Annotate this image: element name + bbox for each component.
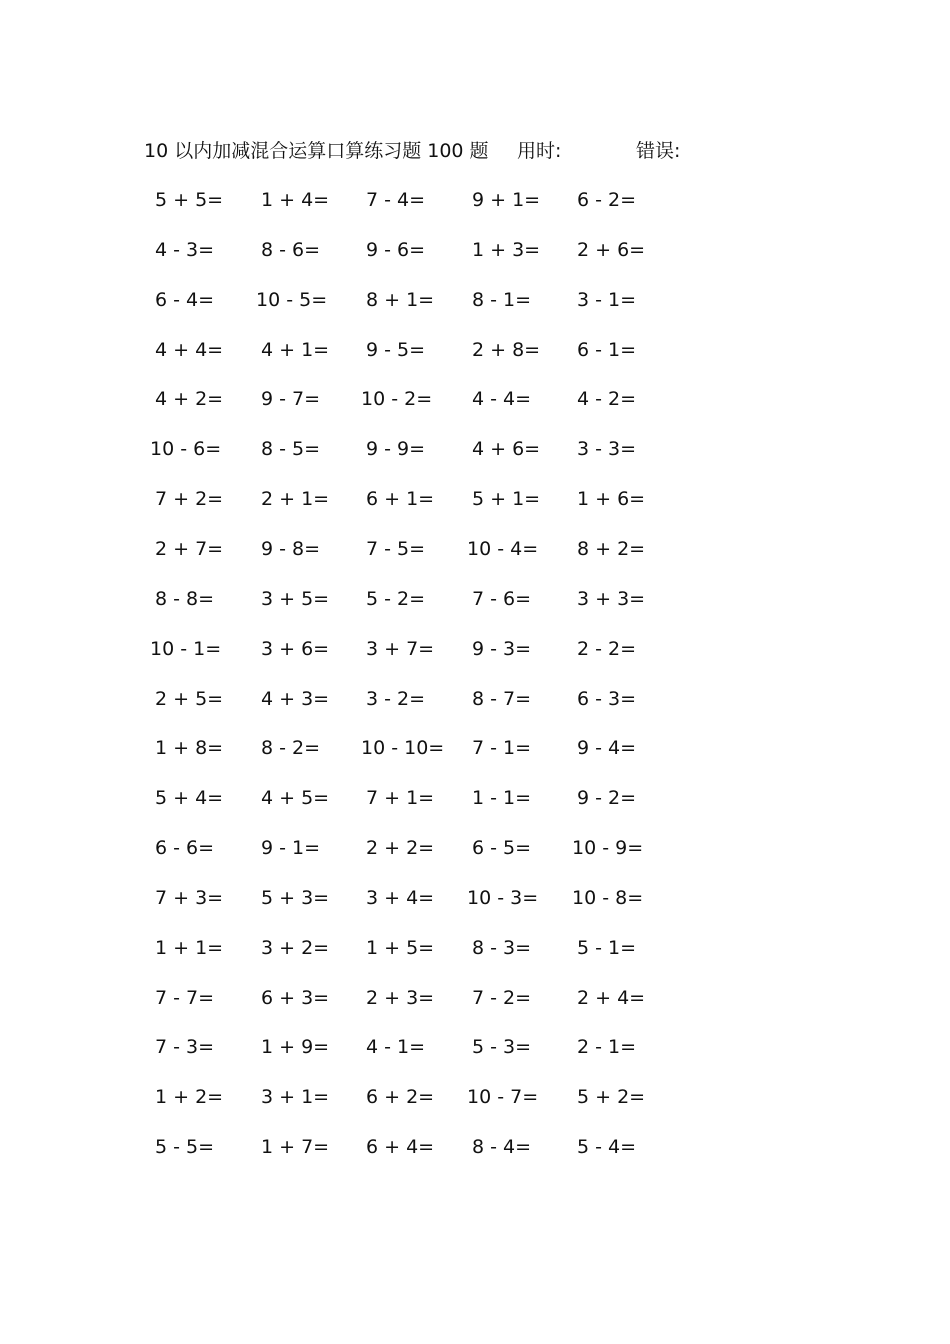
arithmetic-problem: 8 - 5= xyxy=(261,438,321,460)
problem-row xyxy=(140,335,700,365)
arithmetic-problem: 8 - 8= xyxy=(155,588,215,610)
arithmetic-problem: 6 + 4= xyxy=(366,1136,435,1158)
problem-grid xyxy=(140,185,700,1185)
worksheet-header xyxy=(144,137,764,165)
arithmetic-problem: 10 - 8= xyxy=(572,887,644,909)
arithmetic-problem: 4 + 5= xyxy=(261,787,330,809)
arithmetic-problem: 10 - 4= xyxy=(467,538,539,560)
arithmetic-problem: 7 - 3= xyxy=(155,1036,215,1058)
arithmetic-problem: 5 + 2= xyxy=(577,1086,646,1108)
arithmetic-problem: 6 - 6= xyxy=(155,837,215,859)
arithmetic-problem: 5 - 1= xyxy=(577,937,637,959)
arithmetic-problem: 9 - 9= xyxy=(366,438,426,460)
arithmetic-problem: 4 + 4= xyxy=(155,339,224,361)
arithmetic-problem: 6 + 1= xyxy=(366,488,435,510)
arithmetic-problem: 2 + 1= xyxy=(261,488,330,510)
arithmetic-problem: 7 + 2= xyxy=(155,488,224,510)
arithmetic-problem: 9 - 8= xyxy=(261,538,321,560)
arithmetic-problem: 3 + 5= xyxy=(261,588,330,610)
arithmetic-problem: 5 + 3= xyxy=(261,887,330,909)
worksheet-title: 10 以内加减混合运算口算练习题 100 题 xyxy=(144,140,489,162)
arithmetic-problem: 8 - 2= xyxy=(261,737,321,759)
arithmetic-problem: 4 - 2= xyxy=(577,388,637,410)
arithmetic-problem: 3 - 2= xyxy=(366,688,426,710)
arithmetic-problem: 6 + 3= xyxy=(261,987,330,1009)
arithmetic-problem: 6 - 5= xyxy=(472,837,532,859)
arithmetic-problem: 8 + 1= xyxy=(366,289,435,311)
problem-row xyxy=(140,1082,700,1112)
problem-row xyxy=(140,684,700,714)
arithmetic-problem: 2 + 3= xyxy=(366,987,435,1009)
arithmetic-problem: 5 + 4= xyxy=(155,787,224,809)
arithmetic-problem: 7 - 5= xyxy=(366,538,426,560)
arithmetic-problem: 9 - 2= xyxy=(577,787,637,809)
arithmetic-problem: 1 + 5= xyxy=(366,937,435,959)
problem-row xyxy=(140,783,700,813)
problem-row xyxy=(140,1132,700,1162)
arithmetic-problem: 4 + 3= xyxy=(261,688,330,710)
arithmetic-problem: 3 + 7= xyxy=(366,638,435,660)
problem-row xyxy=(140,584,700,614)
arithmetic-problem: 10 - 2= xyxy=(361,388,433,410)
arithmetic-problem: 10 - 9= xyxy=(572,837,644,859)
arithmetic-problem: 3 - 1= xyxy=(577,289,637,311)
problem-row xyxy=(140,434,700,464)
problem-row xyxy=(140,534,700,564)
arithmetic-problem: 6 - 2= xyxy=(577,189,637,211)
errors-label: 错误: xyxy=(636,140,681,162)
arithmetic-problem: 3 + 2= xyxy=(261,937,330,959)
arithmetic-problem: 1 + 9= xyxy=(261,1036,330,1058)
problem-row xyxy=(140,384,700,414)
arithmetic-problem: 8 - 7= xyxy=(472,688,532,710)
arithmetic-problem: 3 + 1= xyxy=(261,1086,330,1108)
arithmetic-problem: 9 - 3= xyxy=(472,638,532,660)
arithmetic-problem: 2 + 4= xyxy=(577,987,646,1009)
arithmetic-problem: 5 - 5= xyxy=(155,1136,215,1158)
arithmetic-problem: 6 - 1= xyxy=(577,339,637,361)
arithmetic-problem: 7 - 6= xyxy=(472,588,532,610)
arithmetic-problem: 8 - 3= xyxy=(472,937,532,959)
arithmetic-problem: 5 + 5= xyxy=(155,189,224,211)
arithmetic-problem: 3 + 3= xyxy=(577,588,646,610)
arithmetic-problem: 3 - 3= xyxy=(577,438,637,460)
problem-row xyxy=(140,733,700,763)
problem-row xyxy=(140,833,700,863)
arithmetic-problem: 1 + 1= xyxy=(155,937,224,959)
arithmetic-problem: 10 - 7= xyxy=(467,1086,539,1108)
arithmetic-problem: 1 - 1= xyxy=(472,787,532,809)
arithmetic-problem: 2 - 1= xyxy=(577,1036,637,1058)
arithmetic-problem: 10 - 5= xyxy=(256,289,328,311)
arithmetic-problem: 8 - 1= xyxy=(472,289,532,311)
arithmetic-problem: 5 - 3= xyxy=(472,1036,532,1058)
arithmetic-problem: 5 + 1= xyxy=(472,488,541,510)
arithmetic-problem: 4 - 1= xyxy=(366,1036,426,1058)
arithmetic-problem: 2 + 6= xyxy=(577,239,646,261)
arithmetic-problem: 2 + 8= xyxy=(472,339,541,361)
arithmetic-problem: 9 - 1= xyxy=(261,837,321,859)
arithmetic-problem: 9 - 7= xyxy=(261,388,321,410)
arithmetic-problem: 1 + 3= xyxy=(472,239,541,261)
arithmetic-problem: 6 - 4= xyxy=(155,289,215,311)
arithmetic-problem: 10 - 1= xyxy=(150,638,222,660)
problem-row xyxy=(140,1032,700,1062)
arithmetic-problem: 8 + 2= xyxy=(577,538,646,560)
arithmetic-problem: 1 + 7= xyxy=(261,1136,330,1158)
arithmetic-problem: 7 + 1= xyxy=(366,787,435,809)
arithmetic-problem: 9 - 4= xyxy=(577,737,637,759)
arithmetic-problem: 6 - 3= xyxy=(577,688,637,710)
arithmetic-problem: 2 + 7= xyxy=(155,538,224,560)
arithmetic-problem: 2 - 2= xyxy=(577,638,637,660)
problem-row xyxy=(140,933,700,963)
time-used-label: 用时: xyxy=(517,140,562,162)
arithmetic-problem: 4 - 3= xyxy=(155,239,215,261)
problem-row xyxy=(140,235,700,265)
problem-row xyxy=(140,185,700,215)
problem-row xyxy=(140,983,700,1013)
arithmetic-problem: 4 + 1= xyxy=(261,339,330,361)
arithmetic-problem: 7 - 7= xyxy=(155,987,215,1009)
arithmetic-problem: 3 + 6= xyxy=(261,638,330,660)
arithmetic-problem: 5 - 2= xyxy=(366,588,426,610)
arithmetic-problem: 10 - 6= xyxy=(150,438,222,460)
arithmetic-problem: 5 - 4= xyxy=(577,1136,637,1158)
arithmetic-problem: 7 + 3= xyxy=(155,887,224,909)
arithmetic-problem: 9 + 1= xyxy=(472,189,541,211)
problem-row xyxy=(140,484,700,514)
arithmetic-problem: 10 - 3= xyxy=(467,887,539,909)
arithmetic-problem: 8 - 6= xyxy=(261,239,321,261)
problem-row xyxy=(140,634,700,664)
arithmetic-problem: 2 + 5= xyxy=(155,688,224,710)
arithmetic-problem: 1 + 6= xyxy=(577,488,646,510)
arithmetic-problem: 4 + 6= xyxy=(472,438,541,460)
arithmetic-problem: 4 - 4= xyxy=(472,388,532,410)
arithmetic-problem: 6 + 2= xyxy=(366,1086,435,1108)
problem-row xyxy=(140,285,700,315)
arithmetic-problem: 2 + 2= xyxy=(366,837,435,859)
arithmetic-problem: 9 - 6= xyxy=(366,239,426,261)
arithmetic-problem: 7 - 4= xyxy=(366,189,426,211)
arithmetic-problem: 4 + 2= xyxy=(155,388,224,410)
arithmetic-problem: 8 - 4= xyxy=(472,1136,532,1158)
arithmetic-problem: 1 + 8= xyxy=(155,737,224,759)
arithmetic-problem: 7 - 2= xyxy=(472,987,532,1009)
arithmetic-problem: 9 - 5= xyxy=(366,339,426,361)
arithmetic-problem: 3 + 4= xyxy=(366,887,435,909)
arithmetic-problem: 1 + 4= xyxy=(261,189,330,211)
arithmetic-problem: 1 + 2= xyxy=(155,1086,224,1108)
arithmetic-problem: 7 - 1= xyxy=(472,737,532,759)
problem-row xyxy=(140,883,700,913)
arithmetic-problem: 10 - 10= xyxy=(361,737,445,759)
